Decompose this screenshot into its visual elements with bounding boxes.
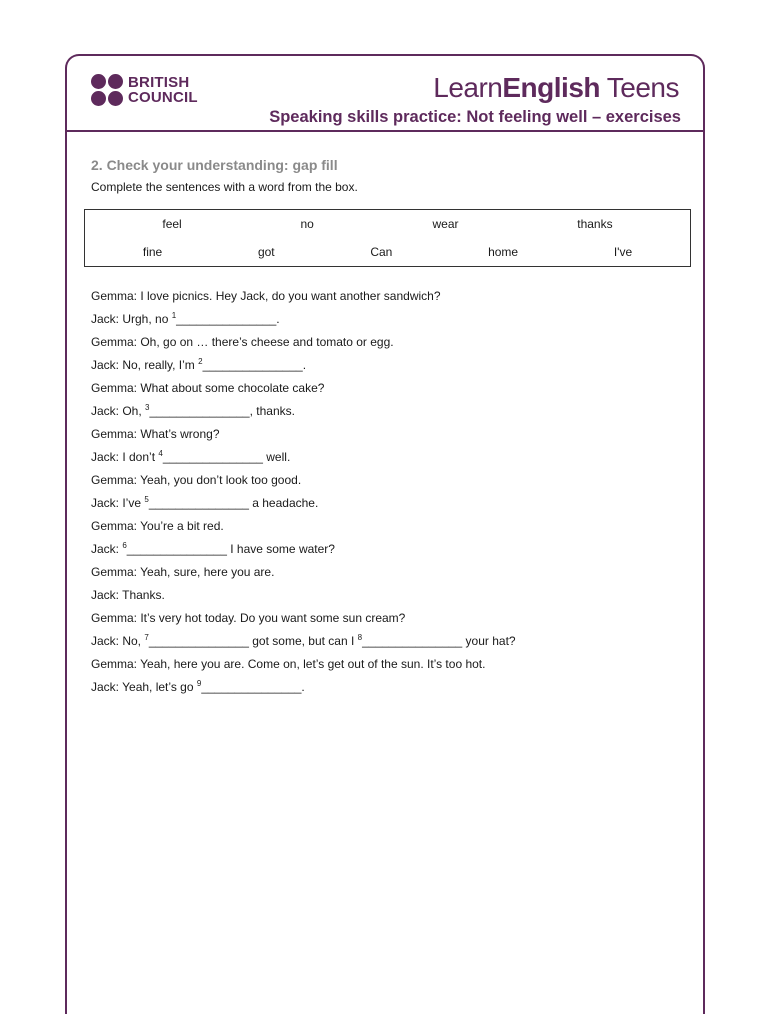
- gap-number: 6: [122, 541, 127, 550]
- logo-line-1: BRITISH: [128, 74, 190, 91]
- dialogue-line: Jack: No, really, I’m $^2$_______________.: [91, 357, 307, 372]
- brand-learn: Learn: [433, 72, 503, 103]
- logo-line-2: COUNCIL: [128, 89, 198, 106]
- word-box-row-1: [85, 217, 690, 231]
- gap-blank: _______________ a headache.: [148, 496, 319, 510]
- word-box-item: I've: [613, 245, 633, 259]
- dialogue-line: Jack: I’ve $^5$_______________ a headache.: [91, 495, 319, 510]
- learnenglish-teens-brand: [433, 72, 679, 104]
- brand-english: English: [502, 72, 600, 103]
- dialogue-line: Jack: $^6$_______________ I have some water?: [91, 541, 335, 556]
- british-council-dots-icon: [91, 74, 123, 106]
- gap-blank: _______________, thanks.: [149, 404, 295, 418]
- gap-number: 7: [144, 633, 149, 642]
- dialogue-line: Jack: Yeah, let’s go $^9$_______________.: [91, 679, 305, 694]
- dialogue-line: Gemma: What’s wrong?: [91, 427, 220, 441]
- word-box-item: Can: [370, 245, 393, 259]
- british-council-logo: [91, 74, 198, 106]
- gap-blank: _______________ your hat?: [362, 634, 516, 648]
- worksheet-title: Speaking skills practice: Not feeling well – exercises: [269, 108, 681, 126]
- dialogue-line: Gemma: It’s very hot today. Do you want some sun cream?: [91, 611, 406, 625]
- dialogue-line: Jack: Oh, $^3$_______________, thanks.: [91, 403, 295, 418]
- gap-blank: _______________ well.: [162, 450, 291, 464]
- dialogue-line: Gemma: Yeah, you don’t look too good.: [91, 473, 302, 487]
- word-box-item: fine: [142, 245, 163, 259]
- gap-number: 4: [158, 449, 163, 458]
- dialogue-line: Gemma: Oh, go on … there’s cheese and tomato or egg.: [91, 335, 394, 349]
- word-box-item: got: [257, 245, 275, 259]
- word-box-row-2: [85, 245, 690, 259]
- dialogue: [91, 289, 681, 703]
- gap-blank: _______________.: [176, 312, 280, 326]
- word-box-item: feel: [162, 217, 182, 231]
- word-box-item: thanks: [577, 217, 613, 231]
- word-box-item: home: [488, 245, 519, 259]
- gap-blank: _______________ got some, but can I: [148, 634, 358, 648]
- gap-number: 9: [196, 679, 202, 688]
- dialogue-line: Gemma: What about some chocolate cake?: [91, 381, 325, 395]
- exercise-heading: 2. Check your understanding: gap fill: [91, 157, 338, 173]
- dialogue-line: Gemma: Yeah, sure, here you are.: [91, 565, 275, 579]
- dialogue-line: Jack: Thanks.: [91, 588, 165, 602]
- dialogue-line: Gemma: Yeah, here you are. Come on, let’s get out of the sun. It’s too hot.: [91, 657, 486, 671]
- gap-blank: _______________.: [201, 680, 305, 694]
- gap-number: 8: [357, 633, 363, 642]
- gap-number: 3: [145, 403, 150, 412]
- dialogue-line: Gemma: You’re a bit red.: [91, 519, 224, 533]
- british-council-wordmark: [128, 75, 198, 105]
- gap-number: 1: [171, 311, 177, 320]
- word-box-item: no: [300, 217, 314, 231]
- word-box: [84, 209, 691, 267]
- dialogue-line: Jack: Urgh, no $^1$_______________.: [91, 311, 280, 326]
- gap-blank: _______________ I have some water?: [126, 542, 335, 556]
- dialogue-line: Gemma: I love picnics. Hey Jack, do you want another sandwich?: [91, 289, 441, 303]
- gap-blank: _______________.: [202, 358, 307, 372]
- gap-number: 2: [198, 357, 203, 366]
- worksheet-frame: [65, 54, 705, 1014]
- dialogue-line: Jack: I don’t $^4$_______________ well.: [91, 449, 291, 464]
- gap-number: 5: [144, 495, 149, 504]
- brand-teens: Teens: [600, 72, 679, 103]
- word-box-item: wear: [432, 217, 459, 231]
- exercise-instructions: Complete the sentences with a word from the box.: [91, 180, 358, 194]
- header-divider: [67, 130, 703, 132]
- dialogue-line: Jack: No, $^7$_______________ got some, but can I $^8$_______________ your hat?: [91, 633, 516, 648]
